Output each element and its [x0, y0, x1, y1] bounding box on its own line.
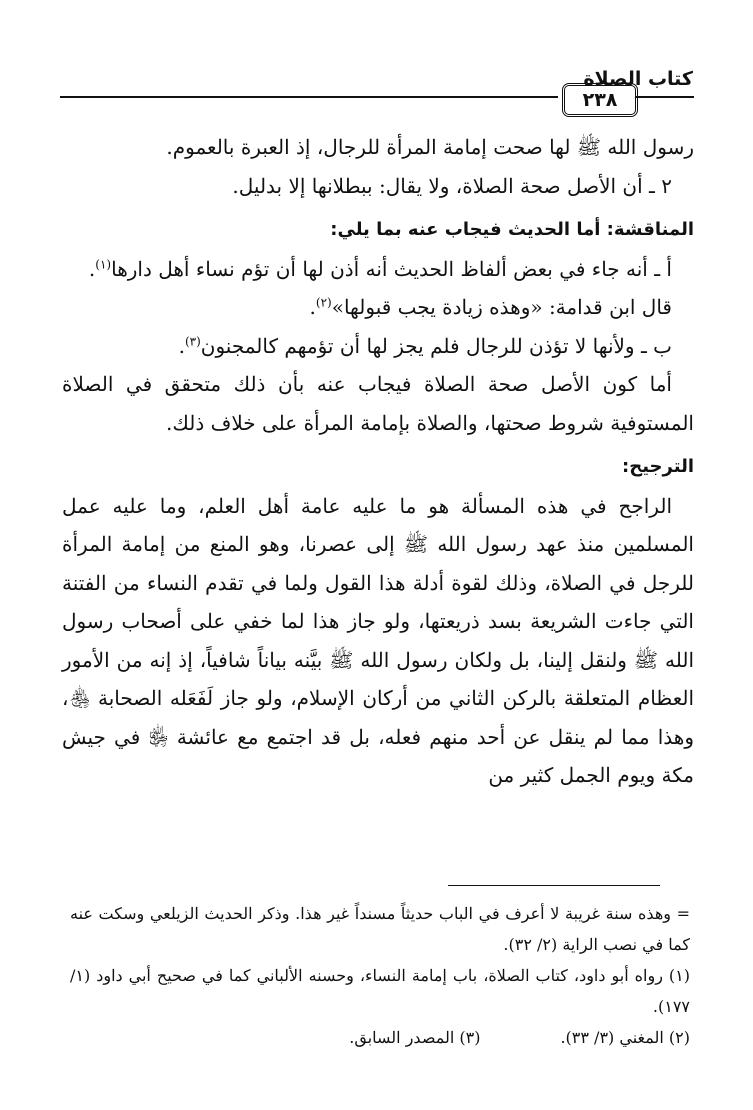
- quote-end: .: [309, 295, 316, 319]
- point-b-end: .: [178, 333, 185, 358]
- running-header-title: كتاب الصلاة: [583, 68, 693, 90]
- footnote-2: (٢) المغني (٣/ ٣٣).: [560, 1028, 690, 1047]
- footnote-row: [70, 1022, 690, 1053]
- paragraph-continuation: رسول الله ﷺ لها صحت إمامة المرأة للرجال، إذ العبرة بالعموم.: [166, 135, 694, 159]
- footnote-ref-2[interactable]: (٢): [315, 295, 332, 310]
- footnote-1: (١) رواه أبو داود، كتاب الصلاة، باب إمامة النساء، وحسنه الألباني كما في صحيح أبي داود (١/ ١٧٧).: [70, 966, 690, 1016]
- header-rule: [60, 96, 558, 98]
- argument-two: ٢ ـ أن الأصل صحة الصلاة، ولا يقال: ببطلانها إلا بدليل.: [232, 173, 672, 198]
- footnotes: [70, 898, 690, 1053]
- point-a-end: .: [88, 256, 96, 281]
- main-text: [62, 128, 694, 795]
- ibn-qudama-quote: [62, 288, 694, 327]
- preference-heading: الترجيح:: [622, 456, 694, 477]
- footnote-spacer: [480, 1022, 560, 1053]
- footnote-separator: [448, 885, 660, 886]
- principle-reply: أما كون الأصل صحة الصلاة فيجاب عنه بأن ذلك متحقق في الصلاة المستوفية شروط صحتها، والصلاة بإمامة المرأة على خلاف ذلك.: [62, 372, 694, 435]
- footnote-3: (٣) المصدر السابق.: [349, 1028, 481, 1047]
- header-rule-right: [636, 96, 694, 98]
- discussion-heading: المناقشة: أما الحديث فيجاب عنه بما يلي:: [330, 219, 694, 240]
- page-number: ٢٣٨: [562, 83, 638, 117]
- point-a-text: أ ـ أنه جاء في بعض ألفاظ الحديث أنه أذن لها أن تؤم نساء أهل دارها: [111, 256, 672, 281]
- quote-text: قال ابن قدامة: «وهذه زيادة يجب قبولها»: [331, 295, 672, 319]
- footnote-ref-1[interactable]: (١): [95, 256, 112, 271]
- point-b-text: ب ـ ولأنها لا تؤذن للرجال فلم يجز لها أن تؤمهم كالمجنون: [200, 333, 672, 358]
- footnote-continuation: = وهذه سنة غريبة لا أعرف في الباب حديثاً مسنداً غير هذا. وذكر الحديث الزيلعي وسكت عنه كما في نصب الراية (٢/ ٣٢).: [70, 904, 690, 954]
- footnote-ref-3[interactable]: (٣): [184, 333, 201, 348]
- point-a: [62, 250, 694, 289]
- point-b: [62, 327, 694, 366]
- preference-paragraph: الراجح في هذه المسألة هو ما عليه عامة أهل العلم، وما عليه عمل المسلمين منذ عهد رسول الله ﷺ إلى عصرنا، وهو المنع من إمامة المرأة للرجل في الصلاة، وذلك لقوة أدلة هذا القول ولما في تقدم النساء من الفتنة التي جاءت الشريعة بسد ذريعتها، ولو جاز هذا لما خفي على أصحاب رسول الله ﷺ ولنقل إلينا، بل ولكان رسول الله ﷺ بيَّنه بياناً شافياً، إذ إنه من الأمور العظام المتعلقة بالركن الثاني من أركان الإسلام، ولو جاز لَفَعَله الصحابة ﵃، وهذا مما لم ينقل عن أحد منهم فعله، بل قد اجتمع مع عائشة ﵂ في جيش مكة ويوم الجمل كثير من: [62, 493, 694, 787]
